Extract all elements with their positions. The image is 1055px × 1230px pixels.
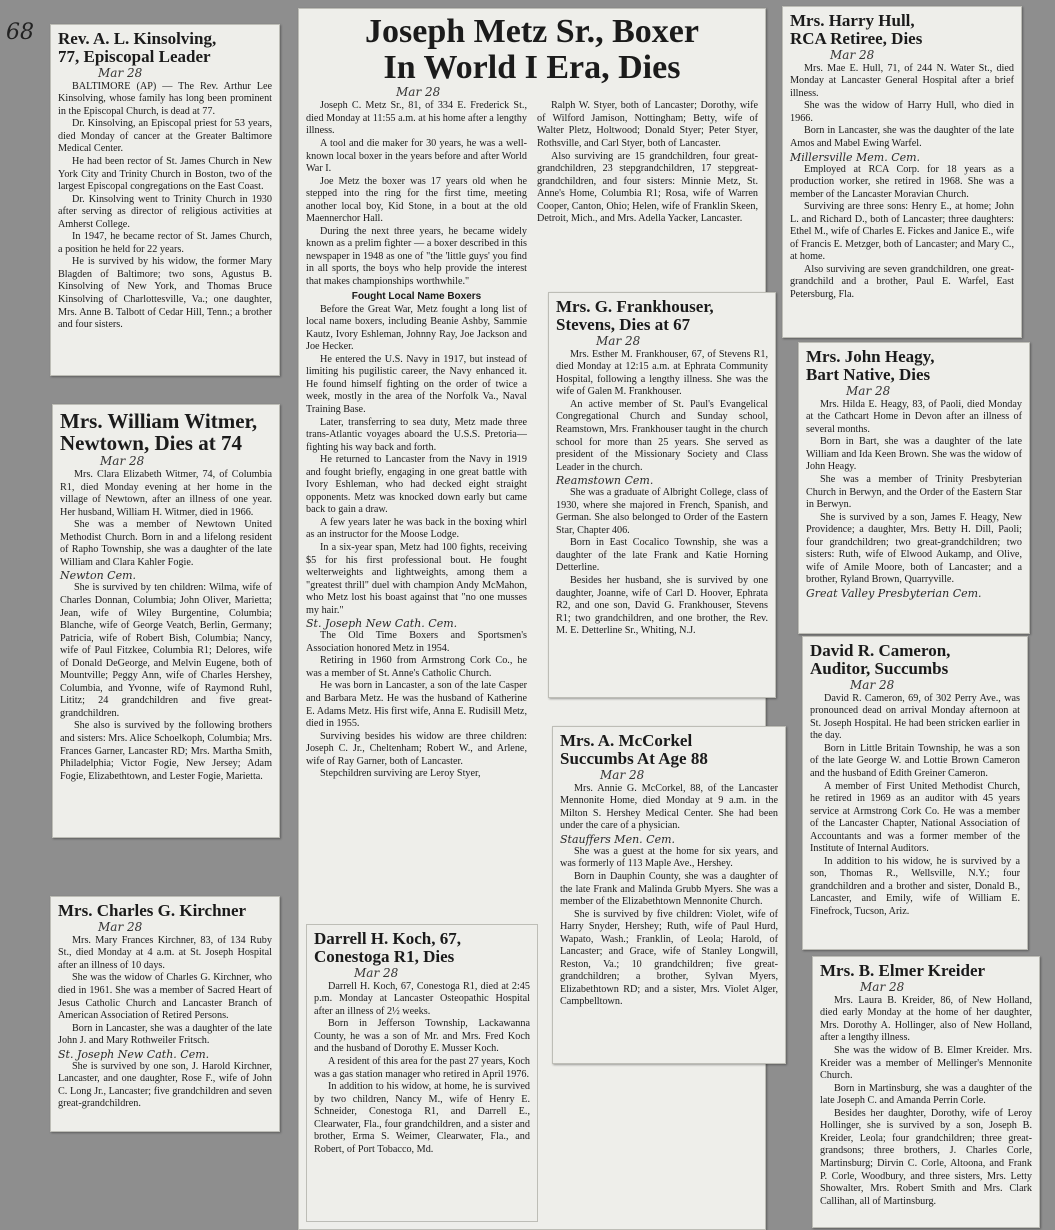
column-right: Ralph W. Styer, both of Lancaster; Dorothy, wife of Wilford Jamison, Nottingham; Betty, wife of Walter Pletz, Holtwood; Donald Styer; Peter Styer, Rothsville, and Carl Styer, both of Lancaster. Also surviving are 15 grandchildren, four great-grandchildren, 23 stepgrandchildren, 17 stepgreat-grandchildren, and four sisters: Minnie Metz, St. Anne's Home, Columbia R1; Rosa, wife of Warren Cooper, Canton, Ohio; Helen, wife of Franklin Skeen, Detroit, Mich., and Mrs. Adella Yacker, Lancaster. [537, 100, 758, 225]
date-annotation: Mar 28 [596, 333, 641, 348]
date-annotation: Mar 28 [846, 383, 891, 398]
headline: Darrell H. Koch, 67, Conestoga R1, Dies [314, 929, 461, 966]
clipping-kinsolving: Rev. A. L. Kinsolving, 77, Episcopal Leader Mar 28 BALTIMORE (AP) — The Rev. Arthur Lee Kinsolving, whose family has long been prominent in the Episcopal Church, is dead at 77. Dr. Kinsolving, an Episcopal priest for 53 years, died Monday of cancer at the Greater Baltimore Medical Center. He had been rector of St. James Church in New York City and Trinity Church in Boston, two of the largest Episcopal congregations on the East Coast. Dr. Kinsolving went to Trinity Church in 1930 after serving as director of religious activities at Amherst College. In 1947, he became rector of St. James Church, a position he held for 22 years. He is survived by his widow, the former Mary Blagden of Baltimore; two sons, Agustus B. Kinsolving of New York, and Thomas Bruce Kinsolving of Charlottesville, Va.; one daughter, Mrs. Anne B. Talbott of Cedar Hill, Tenn.; a brother and four sisters. [50, 24, 280, 376]
subheading: Fought Local Name Boxers [351, 290, 482, 302]
headline: Joseph Metz Sr., Boxer In World I Era, Dies [365, 13, 699, 86]
handwritten-cemetery-note: St. Joseph New Cath. Cem. [306, 617, 458, 631]
clipping-hull: Mrs. Harry Hull, RCA Retiree, Dies Mar 28 Mrs. Mae E. Hull, 71, of 244 N. Water St., died Monday at Lancaster General Hospital after a brief illness. She was the widow of Harry Hull, who died in 1966. Born in Lancaster, she was the daughter of the late Amos and Mabel Ewing Warfel. Millersville Mem. Cem. Employed at RCA Corp. for 18 years as a production worker, she retired in 1968. She was a member of the Lancaster Moravian Church. Surviving are three sons: Henry E., at home; John L. and Richard D., both of Lancaster; three daughters: Ethel M., wife of Charles E. Fickes and Janice E., wife of Francis E. Metzger, both of Lancaster; and Mary C., at home. Also surviving are seven grandchildren, one great-grandchild and a brother, Paul E. Warfel, East Petersburg, Fla. [782, 6, 1022, 338]
clipping-heagy: Mrs. John Heagy, Bart Native, Dies Mar 28 Mrs. Hilda E. Heagy, 83, of Paoli, died Monday at the Cathcart Home in Devon after an illness of several months. Born in Bart, she was a daughter of the late William and Ida Keen Brown. She was the widow of John Heagy. She was a member of Trinity Presbyterian Church in Berwyn, and the Order of the Eastern Star in Berwyn. She is survived by a son, James F. Heagy, New Providence; a daughter, Mrs. Betty H. Dill, Paoli; four grandchildren; two great-grandchildren; two sisters: Ruth, wife of Elwood Aukamp, and Olive, wife of Amile Moore, both of Lancaster; and a brother, Ryland Brown, Quarryville. Great Valley Presbyterian Cem. [798, 342, 1030, 634]
handwritten-cemetery-note: Millersville Mem. Cem. [790, 150, 921, 164]
date-annotation: Mar 28 [850, 677, 895, 692]
headline: Mrs. Harry Hull, RCA Retiree, Dies [790, 11, 923, 48]
date-annotation: Mar 28 [600, 767, 645, 782]
clipping-frankhouser: Mrs. G. Frankhouser, Stevens, Dies at 67 Mar 28 Mrs. Esther M. Frankhouser, 67, of Stevens R1, died Monday at 12:15 a.m. at Ephrata Community Hospital, following a lengthy illness. She was the wife of Galen M. Frankhouser. An active member of St. Paul's Evangelical Congregational Church and Sunday school, Reamstown, Mrs. Frankhouser taught in the church school for more than 25 years. She served as president of the Missionary Society and Class Leader in the church. Reamstown Cem. She was a graduate of Albright College, class of 1930, where she majored in French, Spanish, and German. She also belonged to Order of the Eastern Star, Chapter 406. Born in East Cocalico Township, she was a daughter of the late Frank and Katie Horning Detterline. Besides her husband, she is survived by one daughter, Joanne, wife of Carl D. Hoover, Ephrata R2, and one son, David G. Frankhouser, Stevens R1; two grandchildren, and one brother, the Rev. M. E. Detterline Sr., Whiting, N.J. [548, 292, 776, 698]
clipping-mccorkel: Mrs. A. McCorkel Succumbs At Age 88 Mar 28 Mrs. Annie G. McCorkel, 88, of the Lancaster Mennonite Home, died Monday at 9 a.m. in the Milton S. Hershey Medical Center. She had been under the care of a physician. Stauffers Men. Cem. She was a guest at the home for six years, and was formerly of 113 Maple Ave., Hershey. Born in Dauphin County, she was a daughter of the late Frank and Malinda Grubb Myers. She was a member of the Elizabethtown Mennonite Church. She is survived by five children: Violet, wife of Harry Snyder, Hershey; Ruth, wife of Paul Hurd, Wapato, Wash.; Franklin, of Leola; Harold, of Lancaster; and Grace, wife of Stanley Longwill, Reston, Va.; 10 grandchildren; five great-grandchildren; a brother, Sylvan Myers, Elizabethtown RD; and a sister, Mrs. Violet Alger, Campbelltown. [552, 726, 786, 1064]
headline: Rev. A. L. Kinsolving, 77, Episcopal Leader [58, 29, 217, 66]
date-annotation: Mar 28 [860, 979, 905, 994]
page-number-annotation: 68 [6, 20, 34, 45]
date-annotation: Mar 28 [98, 919, 143, 934]
handwritten-cemetery-note: St. Joseph New Cath. Cem. [58, 1047, 210, 1061]
date-annotation: Mar 28 [396, 85, 441, 100]
handwritten-cemetery-note: Newton Cem. [60, 569, 137, 583]
clipping-koch: Darrell H. Koch, 67, Conestoga R1, Dies Mar 28 Darrell H. Koch, 67, Conestoga R1, died at 2:45 p.m. Monday at Lancaster Osteopathic Hospital after an illness of 2½ weeks. Born in Jefferson Township, Lackawanna County, he was a son of Mr. and Mrs. Fred Koch and the husband of Dorothy E. Musser Koch. A resident of this area for the past 27 years, Koch was a gas station manager who retired in April 1976. In addition to his widow, at home, he is survived by two children, Nancy M., wife of Henry E. Schneider, Conestoga R1, and Darrell E., Clearwater, Fla., four grandchildren, and a sister and brother, Erma S. Weimer, Clearwater, Fla., and Robert, of Port Tobacco, Md. [306, 924, 538, 1222]
headline: Mrs. William Witmer, Newtown, Dies at 74 [60, 409, 258, 456]
headline: Mrs. A. McCorkel Succumbs At Age 88 [560, 731, 708, 768]
headline: Mrs. B. Elmer Kreider [820, 961, 986, 980]
handwritten-cemetery-note: Reamstown Cem. [556, 474, 654, 488]
clipping-kirchner: Mrs. Charles G. Kirchner Mar 28 Mrs. Mary Frances Kirchner, 83, of 134 Ruby St., died Monday at 4 a.m. at St. Joseph Hospital after an illness of 10 days. She was the widow of Charles G. Kirchner, who died in 1961. She was a member of Sacred Heart of Jesus Catholic Church and Lancaster Branch of American Association of Retired Persons. Born in Lancaster, she was a daughter of the late John J. and Mary Rothweiler Fritsch. St. Joseph New Cath. Cem. She is survived by one son, J. Harold Kirchner, Lancaster, and one daughter, Rose F., wife of John C. Long Jr., Lancaster; five grandchildren and seven great-grandchildren. [50, 896, 280, 1132]
headline: David R. Cameron, Auditor, Succumbs [810, 641, 951, 678]
date-annotation: Mar 28 [98, 65, 143, 80]
handwritten-cemetery-note: Great Valley Presbyterian Cem. [806, 586, 982, 600]
headline: Mrs. Charles G. Kirchner [58, 901, 247, 920]
clipping-kreider: Mrs. B. Elmer Kreider Mar 28 Mrs. Laura B. Kreider, 86, of New Holland, died early Monday at the home of her daughter, Mrs. Dorothy A. Hollinger, also of New Holland, after a lengthy illness. She was the widow of B. Elmer Kreider. Mrs. Kreider was a member of Mellinger's Mennonite Church. Born in Martinsburg, she was a daughter of the late Joseph C. and Amanda Perrin Corle. Besides her daughter, Dorothy, wife of Leroy Hollinger, she is survived by a son, Joseph B. Kreider, Leola; four grandchildren; three great-grandsons; three brothers, J. Charles Corle, Martinsburg; Dirvin C. Corle, Altoona, and Frank P. Corle, Woodbury, and three sisters, Mrs. Letty Showalter, Mrs. Robert Smith and Mrs. Clark Callihan, all of Martinsburg. [812, 956, 1040, 1228]
date-annotation: Mar 28 [830, 47, 875, 62]
clipping-witmer: Mrs. William Witmer, Newtown, Dies at 74 Mar 28 Mrs. Clara Elizabeth Witmer, 74, of Columbia R1, died Monday evening at her home in the village of Newtown, after an illness of one year. Her husband, William H. Witmer, died in 1966. She was a member of Newtown United Methodist Church. Born in and a lifelong resident of Rapho Township, she was a daughter of the late William and Clara Kahler Fogie. Newton Cem. She is survived by ten children: Wilma, wife of Charles Donnan, Columbia; John Oliver, Marietta; Jean, wife of Wiley Burgentine, Columbia; Blanche, wife of George Veatch, Berlin, Germany; Patricia, wife of Robert Bish, Columbia; Nancy, wife of Paul Fitzkee, Columbia R1; Delores, wife of Donald DeGeorge, and Melvin Eugene, both of Mountville; Peggy Ann, wife of Charles Hershey, Columbia, and Yvonne, wife of Raymond Ruhl, Lititz; 24 grandchildren and five great-grandchildren. She also is survived by the following brothers and sisters: Mrs. Alice Schoelkoph, Columbia; Mrs. Frances Garner, Lancaster RD; Mrs. Martha Smith, Philadelphia; Victor Fogie, New Jersey; Adam Fogie, Elizabethtown, and Lester Fogie, Marietta. [52, 404, 280, 838]
headline: Mrs. G. Frankhouser, Stevens, Dies at 67 [556, 297, 714, 334]
date-annotation: Mar 28 [354, 965, 399, 980]
clipping-cameron: David R. Cameron, Auditor, Succumbs Mar 28 David R. Cameron, 69, of 302 Perry Ave., was pronounced dead on arrival Monday afternoon at St. Joseph Hospital. He had been stricken earlier in the day. Born in Little Britain Township, he was a son of the late George W. and Lottie Brown Cameron and the husband of Edith Greiner Cameron. A member of First United Methodist Church, he retired in 1969 as an auditor with 45 years service at Armstrong Cork Co. He was a member of the Lancaster Chapter, National Association of Accountants and was a former member of the Institute of Internal Auditors. In addition to his widow, he is survived by a son, Thomas R., Wellsville, N.Y.; four grandchildren and a brother and sister, Donald B., Lancaster, and Emily, wife of William E. Finefrock, Tucson, Ariz. [802, 636, 1028, 950]
date-annotation: Mar 28 [100, 454, 145, 469]
handwritten-cemetery-note: Stauffers Men. Cem. [560, 832, 676, 846]
headline: Mrs. John Heagy, Bart Native, Dies [806, 347, 935, 384]
column-left: Joseph C. Metz Sr., 81, of 334 E. Frederick St., died Monday at 11:55 a.m. at his home after a lengthy illness. A tool and die maker for 30 years, he was a well-known local boxer in the years before and after World War I. Joe Metz the boxer was 17 years old when he stepped into the ring for the first time, meeting another local boy, Kid Stone, in a bout at the old Maennerchor Hall. During the next three years, he became widely known as a prelim fighter — a boxer described in this newspaper in 1948 as one of "the 'little guys' you find in all sports, the boys who help provide the interest that makes championships worthwhile." Fought Local Name Boxers Before the Great War, Metz fought a long list of local name boxers, including Beanie Ashby, Sammie Kautz, Ivory Eshleman, Johnny Ray, Joe Jackson and Joe Hecker. He entered the U.S. Navy in 1917, but instead of limiting his pugilistic career, the Navy enhanced it. He found himself fighting on the order of twice a week, mostly in the area of the Norfolk Va., Naval Training Base. Later, transferring to sea duty, Metz made three trans-Atlantic voyages aboard the U.S.S. Pretoria—fighting his way back and forth. He returned to Lancaster from the Navy in 1919 and fought briefly, engaging in one great battle with Ivory Eshleman, who had decked eight straight opponents. Metz was knocked down early but came back to gain a draw. A few years later he was back in the boxing whirl as an instructor for the Moose Lodge. In a six-year span, Metz had 100 fights, receiving $5 for his first professional bout. He fought welterweights and lightweights, among them a "greatest thrill" duel with champion Andy McMahon, who Metz lost his boast against that "no one musses my hair." St. Joseph New Cath. Cem. The Old Time Boxers and Sportsmen's Association honored Metz in 1954. Retiring in 1960 from Armstrong Cork Co., he was a member of St. Anne's Catholic Church. He was born in Lancaster, a son of the late Casper and Barbara Metz. He was the husband of Katherine E. Adams Metz. His first wife, Anna E. Rudisill Metz, died in 1955. Surviving besides his widow are three children: Joseph C. Jr., Cheltenham; Robert W., and Arlene, wife of Ray Garner, both of Lancaster. Stepchildren surviving are Leroy Styer, [306, 100, 527, 780]
